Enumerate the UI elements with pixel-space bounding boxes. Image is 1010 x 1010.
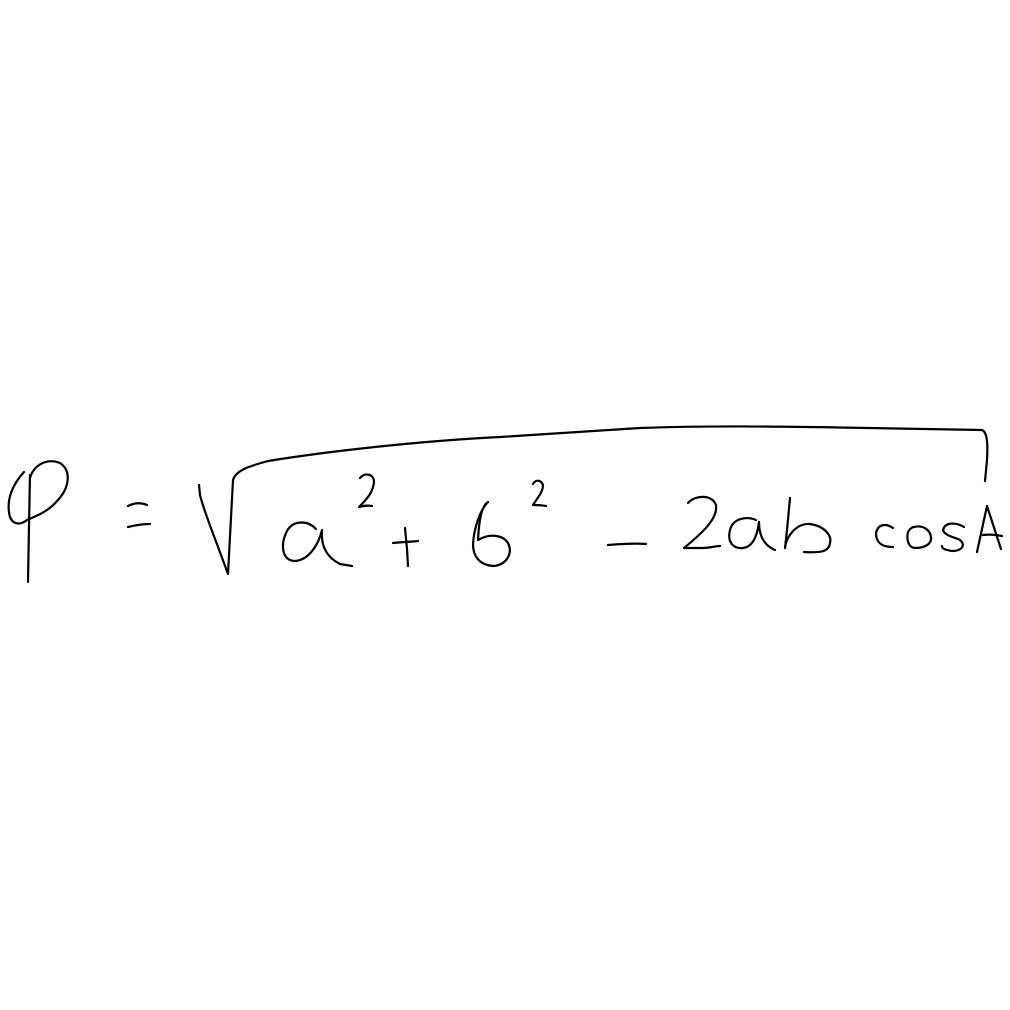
glyph-minus	[608, 544, 646, 545]
glyph-a-second	[729, 518, 775, 550]
glyph-s	[942, 524, 964, 551]
glyph-plus	[393, 528, 418, 566]
glyph-2	[684, 497, 720, 548]
glyph-p	[9, 461, 68, 582]
glyph-radical	[199, 426, 987, 574]
glyph-c	[876, 525, 893, 547]
glyph-capital-a	[977, 506, 1002, 552]
glyph-superscript-2-second	[533, 481, 546, 506]
glyph-b	[473, 502, 510, 566]
glyph-b-second	[785, 498, 830, 552]
glyph-superscript-2-first	[359, 475, 374, 507]
glyph-a	[283, 522, 352, 566]
glyph-o	[907, 526, 931, 548]
glyph-equals	[128, 503, 150, 527]
